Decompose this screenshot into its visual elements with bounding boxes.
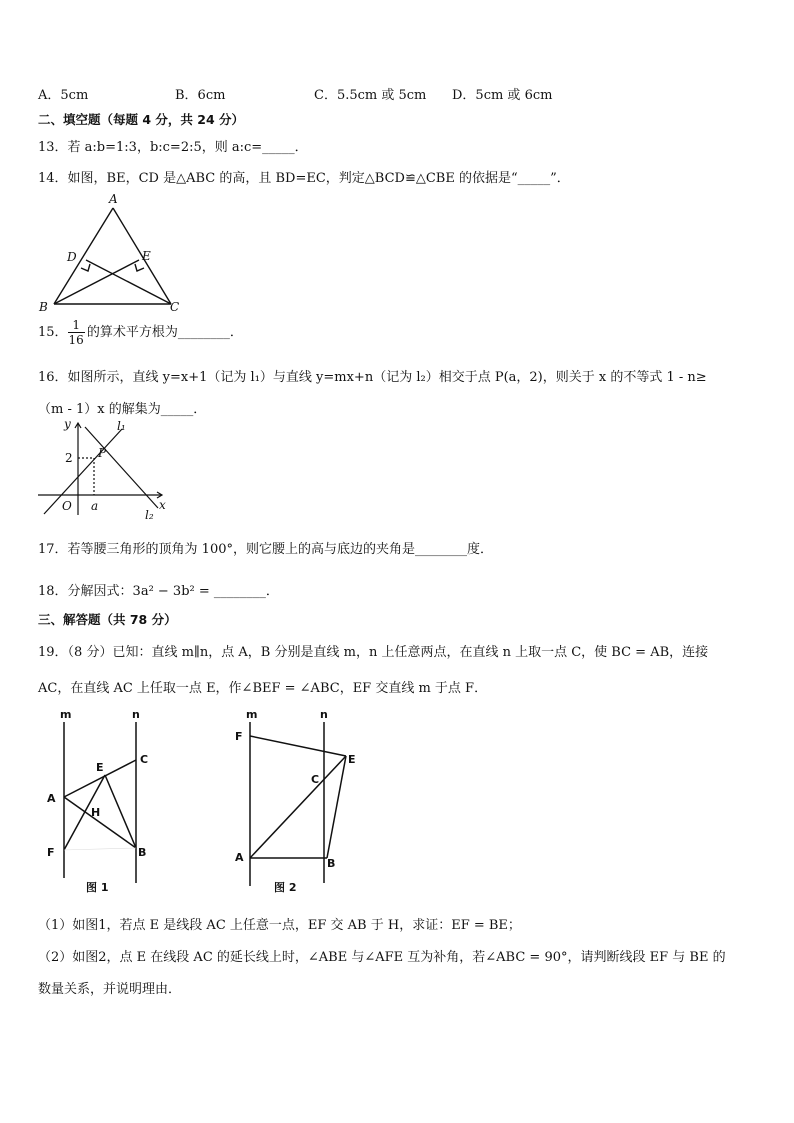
- figure-q14-triangle: [30, 190, 190, 320]
- label-n: n: [320, 708, 328, 721]
- label-c: C: [311, 773, 320, 786]
- question-14: 14．如图，BE，CD 是△ABC 的高，且 BD=EC，判定△BCD≌△CBE 的依据是“_____”．: [38, 171, 570, 186]
- question-15-number: 15．: [38, 325, 68, 340]
- question-16-line1: 16．如图所示，直线 y=x+1（记为 l₁）与直线 y=mx+n（记为 l₂）相交于点 P(a，2)，则关于 x 的不等式 1 - n≥: [38, 370, 707, 385]
- section-title-fill-blank: 二、填空题（每题 4 分，共 24 分）: [38, 112, 245, 127]
- label-n: n: [132, 708, 140, 721]
- option-d: D．5cm 或 6cm: [452, 88, 553, 103]
- label-two: 2: [65, 451, 73, 465]
- faint-fb: [64, 848, 136, 850]
- option-c: C．5.5cm 或 5cm: [314, 88, 427, 103]
- label-f: F: [235, 730, 243, 743]
- question-19-line2: AC，在直线 AC 上任取一点 E，作∠BEF = ∠ABC，EF 交直线 m 于点 F．: [38, 681, 488, 696]
- label-x: x: [159, 498, 166, 512]
- label-a: A: [47, 792, 56, 805]
- label-e: E: [142, 249, 151, 263]
- question-19-line1: 19．（8 分）已知：直线 m∥n，点 A，B 分别是直线 m，n 上任意两点，在直线 n 上取一点 C，使 BC = AB，连接: [38, 645, 709, 660]
- option-a: A．5cm: [38, 88, 89, 103]
- right-angle-mark-d: [81, 264, 90, 271]
- fraction-one-sixteenth: [68, 318, 85, 347]
- label-f: F: [47, 846, 55, 859]
- figure-q19-2: [228, 708, 378, 898]
- label-l1: l₁: [117, 419, 126, 433]
- option-b: B．6cm: [175, 88, 226, 103]
- segment-fe: [250, 736, 346, 756]
- label-a: a: [91, 499, 99, 513]
- label-b: B: [138, 846, 147, 859]
- figure-q19-1: [40, 708, 180, 898]
- segment-ae: [250, 756, 346, 858]
- question-15: [38, 318, 243, 347]
- line-l1: [44, 429, 122, 514]
- question-17: 17．若等腰三角形的顶角为 100°，则它腰上的高与底边的夹角是________度．: [38, 542, 493, 557]
- label-l2: l₂: [145, 508, 154, 522]
- label-h: H: [91, 806, 101, 819]
- fraction-denominator: 16: [68, 333, 84, 347]
- label-m: m: [246, 708, 258, 721]
- right-angle-mark-e: [135, 264, 144, 271]
- side-ab: [54, 208, 113, 304]
- label-d: D: [67, 250, 77, 264]
- label-b: B: [327, 857, 336, 870]
- label-a: A: [235, 851, 244, 864]
- question-16-line2: （m - 1）x 的解集为_____．: [38, 402, 207, 417]
- label-c: C: [140, 753, 149, 766]
- label-a: A: [109, 192, 118, 206]
- caption-figure-1: 图 1: [86, 881, 109, 894]
- caption-figure-2: 图 2: [274, 881, 297, 894]
- question-18: 18．分解因式：3a² − 3b² = ________．: [38, 584, 279, 599]
- label-b: B: [39, 300, 48, 314]
- question-13: 13．若 a:b=1:3，b:c=2:5，则 a:c=_____．: [38, 140, 308, 155]
- label-c: C: [170, 300, 180, 314]
- label-e: E: [348, 753, 356, 766]
- label-m: m: [60, 708, 72, 721]
- section-title-solutions: 三、解答题（共 78 分）: [38, 612, 177, 627]
- figure-q16-lines: [30, 415, 180, 525]
- question-19-part2-line2: 数量关系，并说明理由．: [38, 982, 182, 997]
- question-19-part2-line1: （2）如图2，点 E 在线段 AC 的延长线上时，∠ABE 与∠AFE 互为补角，若∠ABC = 90°，请判断线段 EF 与 BE 的: [38, 950, 726, 965]
- label-y: y: [64, 417, 71, 431]
- label-origin: O: [62, 499, 72, 513]
- label-p: P: [98, 446, 107, 460]
- question-15-text: 的算术平方根为________．: [86, 325, 243, 340]
- label-e: E: [96, 761, 104, 774]
- line-l2: [85, 427, 158, 508]
- segment-eb: [327, 756, 346, 858]
- fraction-numerator: 1: [72, 318, 80, 332]
- question-19-part1: （1）如图1，若点 E 是线段 AC 上任意一点，EF 交 AB 于 H，求证：EF = BE；: [38, 918, 521, 933]
